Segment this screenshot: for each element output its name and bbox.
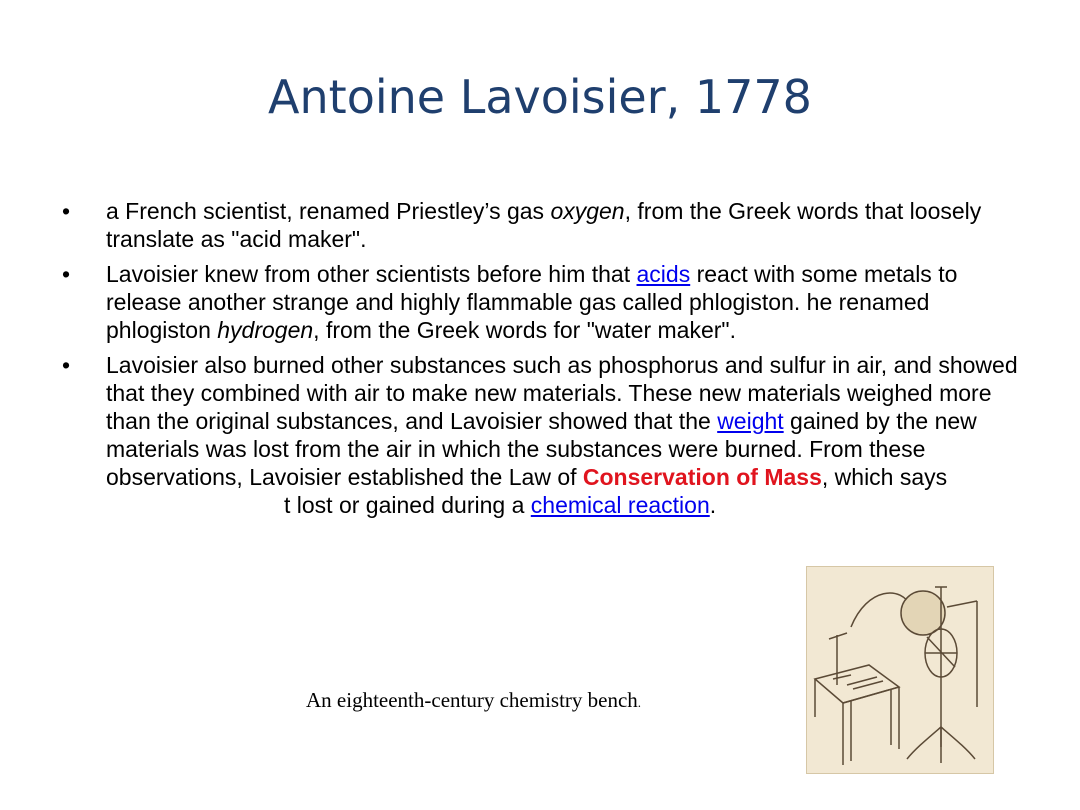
- italic-term-hydrogen: hydrogen: [217, 317, 314, 343]
- bullet-text: t lost or gained during a: [284, 492, 531, 518]
- slide-title: Antoine Lavoisier, 1778: [268, 70, 812, 124]
- bullet-item-oxygen: [62, 197, 1022, 253]
- trough-shape: [847, 677, 883, 689]
- highlight-conservation-of-mass: Conservation of Mass: [582, 464, 822, 490]
- image-caption: [306, 688, 641, 713]
- bullet-text: , from the Greek words for "water maker".: [313, 317, 736, 343]
- link-acids[interactable]: acids: [636, 261, 691, 287]
- bullet-text: Lavoisier also burned other substances such as phosphorus and sulfur in air, and showed that they combined with air to make new materials. These new materials weighed more than the original substances, and Lavoisier showed that the: [106, 352, 1018, 434]
- link-weight[interactable]: weight: [717, 408, 784, 434]
- bullet-text: a French scientist, renamed Priestley’s gas: [106, 198, 551, 224]
- italic-term-oxygen: oxygen: [550, 198, 625, 224]
- link-chemical-reaction[interactable]: chemical reaction: [530, 492, 710, 518]
- table-stand-shape: [829, 633, 851, 685]
- bullet-item-conservation: [62, 351, 1022, 519]
- table-top-shape: [815, 665, 899, 703]
- caption-period: .: [637, 695, 642, 710]
- caption-text: An eighteenth-century chemistry bench: [306, 688, 638, 712]
- glass-globe-shape: [901, 591, 945, 635]
- bullet-text: , which says: [821, 464, 948, 490]
- bullet-text: , from the Greek words that loosely translate as "acid maker".: [106, 198, 982, 252]
- table-legs-shape: [843, 687, 899, 765]
- side-rod-shape: [947, 601, 977, 707]
- bullet-text: .: [709, 492, 717, 518]
- engraving-illustration: [807, 567, 993, 773]
- bullet-item-hydrogen: [62, 260, 1022, 344]
- bullet-text: Lavoisier knew from other scientists before him that: [106, 261, 637, 287]
- bullet-dot: •: [62, 352, 71, 378]
- chemistry-bench-image: [806, 566, 994, 774]
- bullet-dot: •: [62, 198, 71, 224]
- tripod-base-shape: [907, 727, 975, 763]
- bullet-text: gained by the new materials was lost from the air in which the substances were burned. From these observations, Lavoisier established the Law of: [106, 408, 977, 490]
- table-frame-shape: [815, 679, 899, 717]
- bullet-text: react with some metals to release another strange and highly flammable gas called phlogiston. he renamed phlogiston: [106, 261, 958, 343]
- bullet-dot: •: [62, 261, 71, 287]
- bullet-list: [62, 197, 1022, 526]
